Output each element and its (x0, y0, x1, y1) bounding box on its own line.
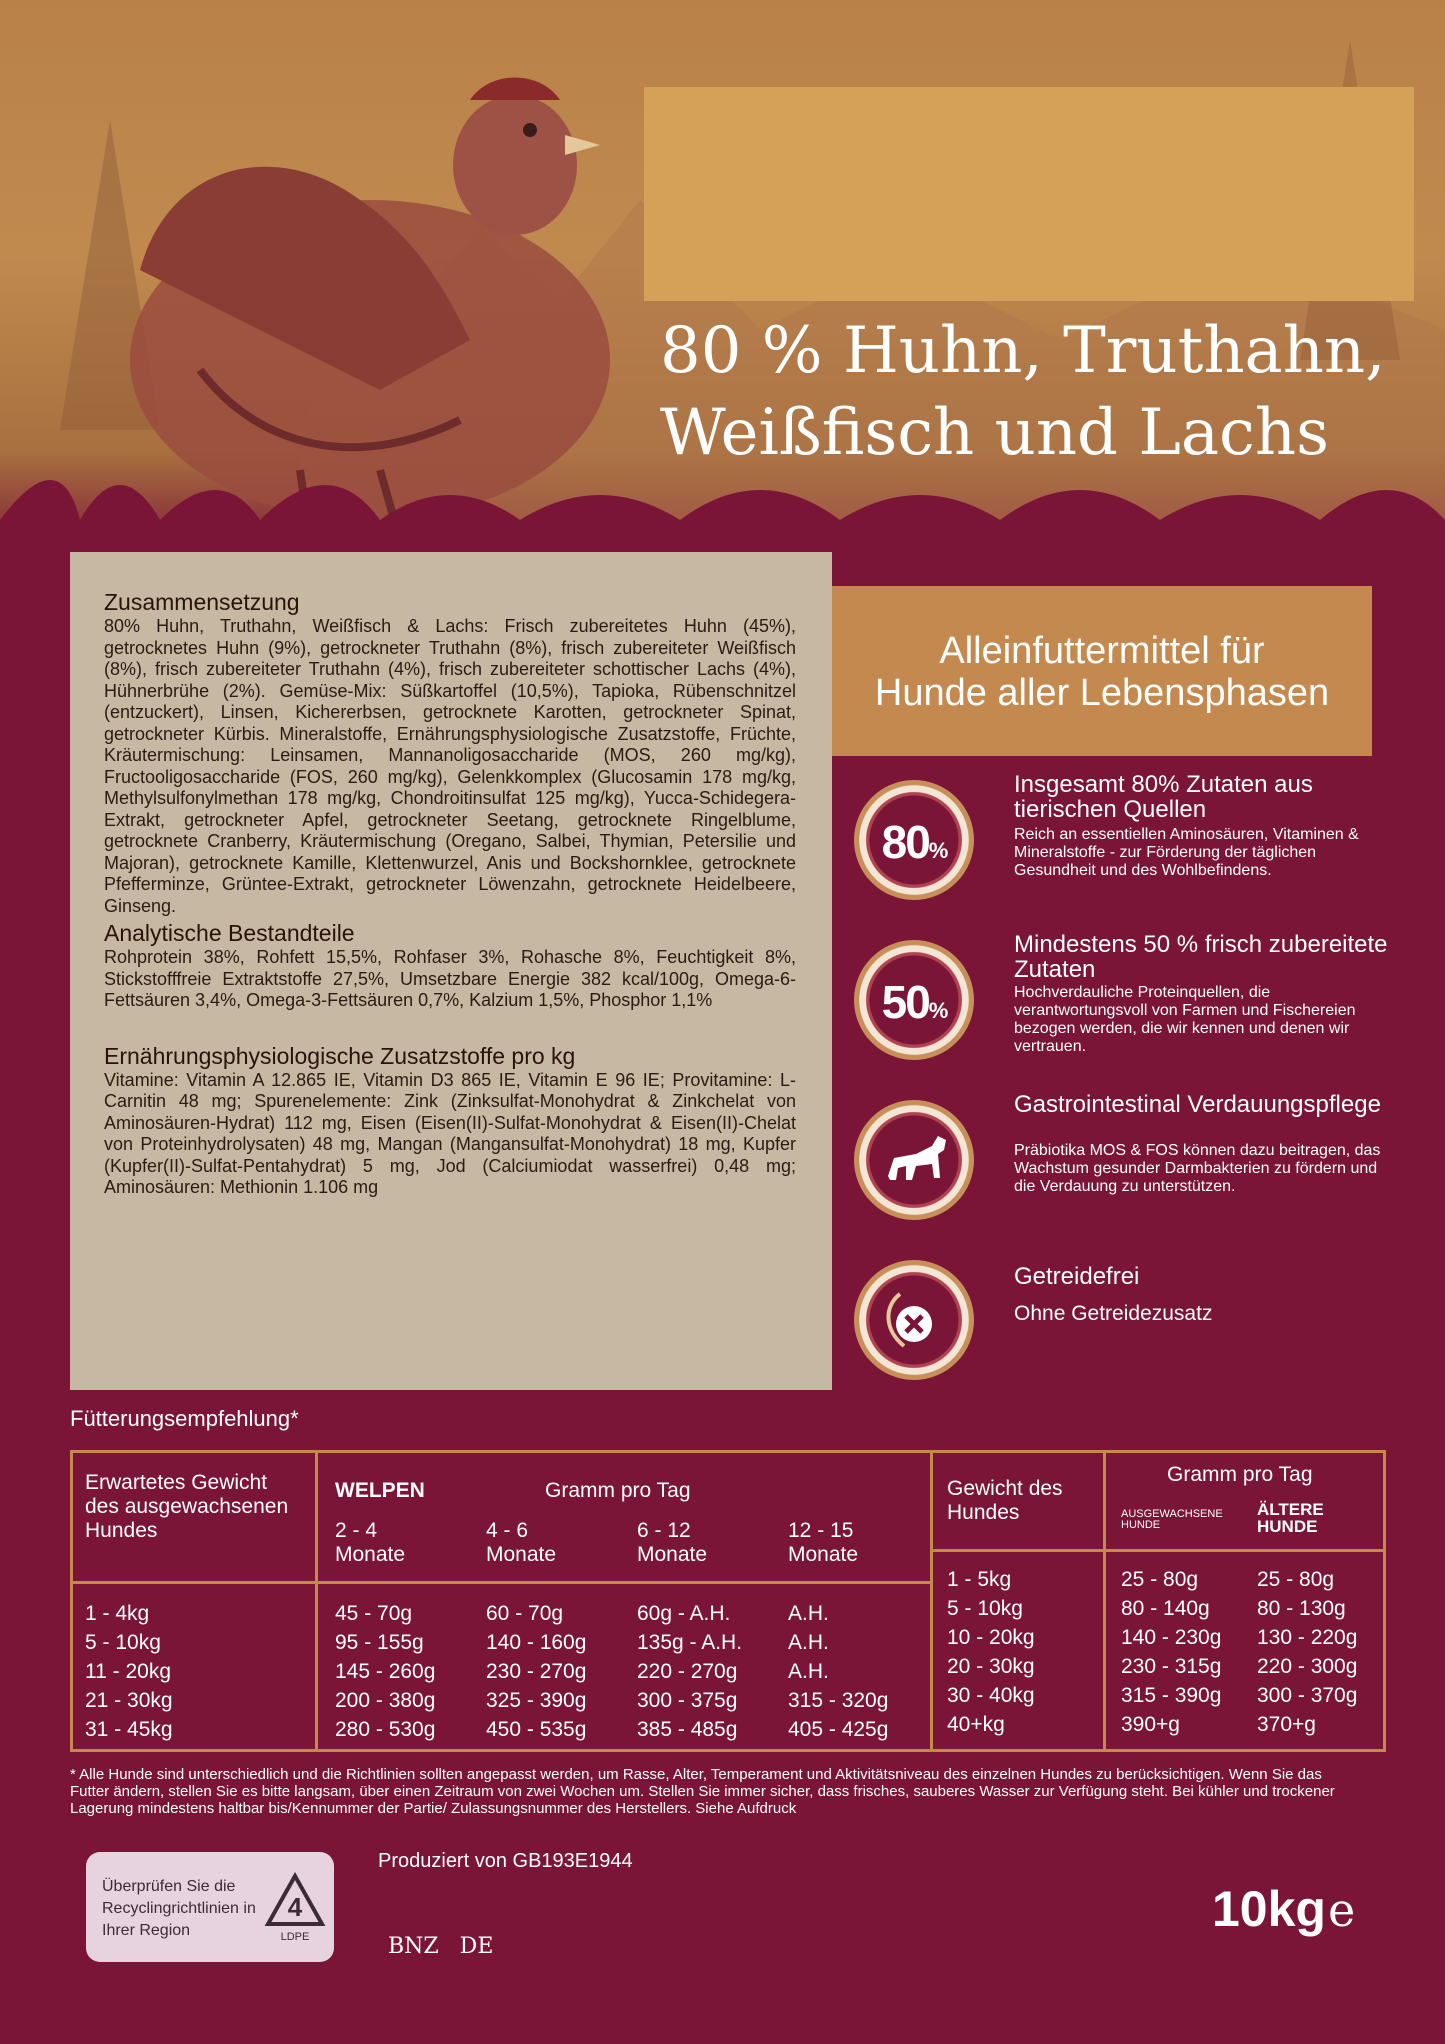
composition-panel (70, 552, 832, 1390)
recycling-text: Überprüfen Sie die Recyclingrichtlinien in Ihrer Region (102, 1878, 256, 1939)
claim-line-1: Alleinfuttermittel für (939, 630, 1265, 672)
adult-weight-header: Gewicht des Hundes (947, 1477, 1063, 1524)
recycling-triangle-icon (264, 1872, 326, 1944)
puppy-gram-header: Gramm pro Tag (545, 1479, 691, 1502)
additives-text: Vitamine: Vitamin A 12.865 IE, Vitamin D3 865 IE, Vitamin E 96 IE; Provitamine: L-Carnitin 48 mg; Spurenelemente: Zink (Zinksulfat-Monohydrat & Zinkchelat von Aminosäuren-Hydrat) 112 mg, Eisen (Eisen(II)-Sulfat-Monohydrat & Eisen(II)-Chelat von Proteinhydrolysaten) 48 mg, Mangan (Mangansulfat-Monohydrat) 18 mg, Kupfer (Kupfer(II)-Sulfat-Pentahydrat) 5 mg, Jod (Calciumiodat wasserfrei) 0,48 mg; Aminosäuren: Methionin 1.106 mg (104, 1069, 796, 1197)
feature-description: Präbiotika MOS & FOS können dazu beitragen, das Wachstum gesunder Darmbakterien zu fördern und die Verdauung zu unterstützen. (1014, 1142, 1381, 1195)
net-weight (1212, 1880, 1355, 1938)
dog-icon (854, 1100, 974, 1220)
puppy-label: WELPEN (335, 1479, 425, 1502)
age-col-header: 4 - 6 Monate (486, 1519, 557, 1566)
analytical-text: Rohprotein 38%, Rohfett 15,5%, Rohfaser 3%, Rohasche 8%, Feuchtigkeit 8%, Stickstofffreie Extraktstoffe 27,5%, Umsetzbare Energie 382 kcal/100g, Omega-6-Fettsäuren 3,4%, Omega-3-Fettsäuren 0,7%, Kalzium 1,5%, Phosphor 1,1% (104, 947, 796, 1010)
feature-description: Ohne Getreidezusatz (1014, 1302, 1213, 1325)
age-col-header: 6 - 12 Monate (637, 1519, 708, 1566)
feature-digestion (850, 1092, 1410, 1222)
recycling-info (86, 1852, 334, 1962)
claim-line-2: Hunde aller Lebensphasen (874, 672, 1330, 714)
badge-value: 50 (881, 976, 929, 1028)
feature-title: Insgesamt 80% Zutaten aus tierischen Quellen (1014, 771, 1313, 823)
feature-description: Hochverdauliche Proteinquellen, die verantwortungsvoll von Farmen und Fischereien bezogen werden, die wir kennen und denen wir vertrauen. (1014, 984, 1356, 1055)
headline-line-2: Weißfisch und Lachs (660, 396, 1329, 470)
puppy-weight-header: Erwartetes Gewicht des ausgewachsenen Hundes (85, 1471, 289, 1542)
adult-values-column: 25 - 80g 80 - 140g 140 - 230g 230 - 315g 315 - 390g 390+g (1121, 1568, 1222, 1736)
badge-unit: % (928, 998, 947, 1023)
puppy-values-column: 60 - 70g 140 - 160g 230 - 270g 325 - 390g 450 - 535g (486, 1602, 587, 1741)
adult-weight-column: 1 - 5kg 5 - 10kg 10 - 20kg 20 - 30kg 30 - 40kg 40+kg (947, 1568, 1035, 1736)
headline-line-1: 80 % Huhn, Truthahn, (660, 314, 1386, 388)
puppy-values-column: A.H. A.H. A.H. 315 - 320g 405 - 425g (788, 1602, 889, 1741)
product-headline (660, 310, 1420, 474)
feeding-footnote: * Alle Hunde sind unterschiedlich und die Richtlinien sollten angepasst werden, um Rasse, Alter, Temperament und Aktivitätsniveau des einzelnen Hundes zu berücksichtigen. Wenn Sie das Futter ändern, stellen Sie es bitte langsam, über einen Zeitraum von zwei Wochen um. Stellen Sie immer sicher, dass frisches, sauberes Wasser zur Verfügung steht. Bei kühler und trockener Lagerung mindestens haltbar bis/Kennummer der Partie/ Zulassungsnummer des Herstellers. Siehe Aufdruck (70, 1766, 1335, 1817)
adult-gram-header: Gramm pro Tag (1167, 1463, 1313, 1486)
analytical-title: Analytische Bestandteile (104, 920, 355, 946)
recycling-code: LDPE (280, 1931, 310, 1943)
feeding-title: Fütterungsempfehlung* (70, 1406, 299, 1431)
senior-values-column: 25 - 80g 80 - 130g 130 - 220g 220 - 300g 300 - 370g 370+g (1257, 1568, 1358, 1736)
recycling-number: 4 (287, 1892, 303, 1922)
feature-fresh-ingredients (850, 932, 1410, 1062)
adult-dog-label: AUSGEWACHSENE HUNDE (1121, 1508, 1223, 1531)
senior-dog-label: ÄLTERE HUNDE (1257, 1500, 1324, 1536)
label-placeholder-box (644, 87, 1414, 301)
age-col-header: 2 - 4 Monate (335, 1519, 406, 1566)
complete-feed-claim (832, 586, 1372, 756)
puppy-values-column: 60g - A.H. 135g - A.H. 220 - 270g 300 - 375g 385 - 485g (637, 1602, 743, 1741)
feature-description: Reich an essentiellen Aminosäuren, Vitaminen & Mineralstoffe - zur Förderung der täglichen Gesundheit und des Wohlbefindens. (1014, 826, 1359, 879)
estimate-mark: e (1327, 1883, 1356, 1937)
feature-animal-sources (850, 772, 1410, 902)
origin-label: BNZ DE (388, 1934, 494, 1959)
age-col-header: 12 - 15 Monate (788, 1519, 859, 1566)
composition-text: 80% Huhn, Truthahn, Weißfisch & Lachs: Frisch zubereitetes Huhn (45%), getrocknetes Huhn (9%), getrockneter Truthahn (8%), frisch zubereiteter Weißfisch (8%), frisch zubereiteter Truthahn (4%), frisch zubereiteter schottischer Lachs (4%), Hühnerbrühe (2%). Gemüse-Mix: Süßkartoffel (10,5%), Tapioka, Rübenschnitzel (entzuckert), Linsen, Kichererbsen, getrocknete Karotten, getrockneter Spinat, getrockneter Kürbis. Mineralstoffe, Ernährungsphysiologische Zusatzstoffe, Früchte, Kräutermischung: Leinsamen, Mannanoligosaccharide (MOS, 260 mg/kg), Fructooligosaccharide (FOS, 260 mg/kg), Gelenkkomplex (Glucosamin 178 mg/kg, Methylsulfonylmethan 178 mg/kg, Chondroitinsulfat 125 mg/kg), Yucca-Schidegera-Extrakt, getrockneter Apfel, getrockneter Seetang, getrocknete Ringelblume, getrocknete Cranberry, Kräutermischung (Oregano, Salbei, Thymian, Petersilie und Majoran), getrocknete Kamille, Klettenwurzel, Anis und Bockshornklee, getrocknete Pfefferminze, Grüntee-Extrakt, getrockneter Löwenzahn, getrocknete Heidelbeere, Ginseng. (104, 616, 796, 916)
grain-free-icon (854, 1260, 974, 1380)
puppy-weight-column: 1 - 4kg 5 - 10kg 11 - 20kg 21 - 30kg 31 - 45kg (85, 1602, 173, 1741)
badge-80-percent (854, 780, 974, 900)
feature-title: Getreidefrei (1014, 1263, 1140, 1290)
feature-grain-free (850, 1252, 1410, 1382)
net-weight-value: 10kg (1212, 1881, 1326, 1937)
badge-value: 80 (881, 816, 929, 868)
additives-title: Ernährungsphysiologische Zusatzstoffe pro kg (104, 1042, 576, 1069)
producer-code: Produziert von GB193E1944 (378, 1850, 633, 1872)
feeding-table (70, 1450, 1386, 1752)
feature-title: Mindestens 50 % frisch zubereitete Zutaten (1014, 931, 1388, 983)
puppy-values-column: 45 - 70g 95 - 155g 145 - 260g 200 - 380g 280 - 530g (335, 1602, 436, 1741)
feature-title: Gastrointestinal Verdauungspflege (1014, 1091, 1381, 1118)
badge-unit: % (928, 838, 947, 863)
badge-50-percent (854, 940, 974, 1060)
composition-title: Zusammensetzung (104, 589, 300, 615)
